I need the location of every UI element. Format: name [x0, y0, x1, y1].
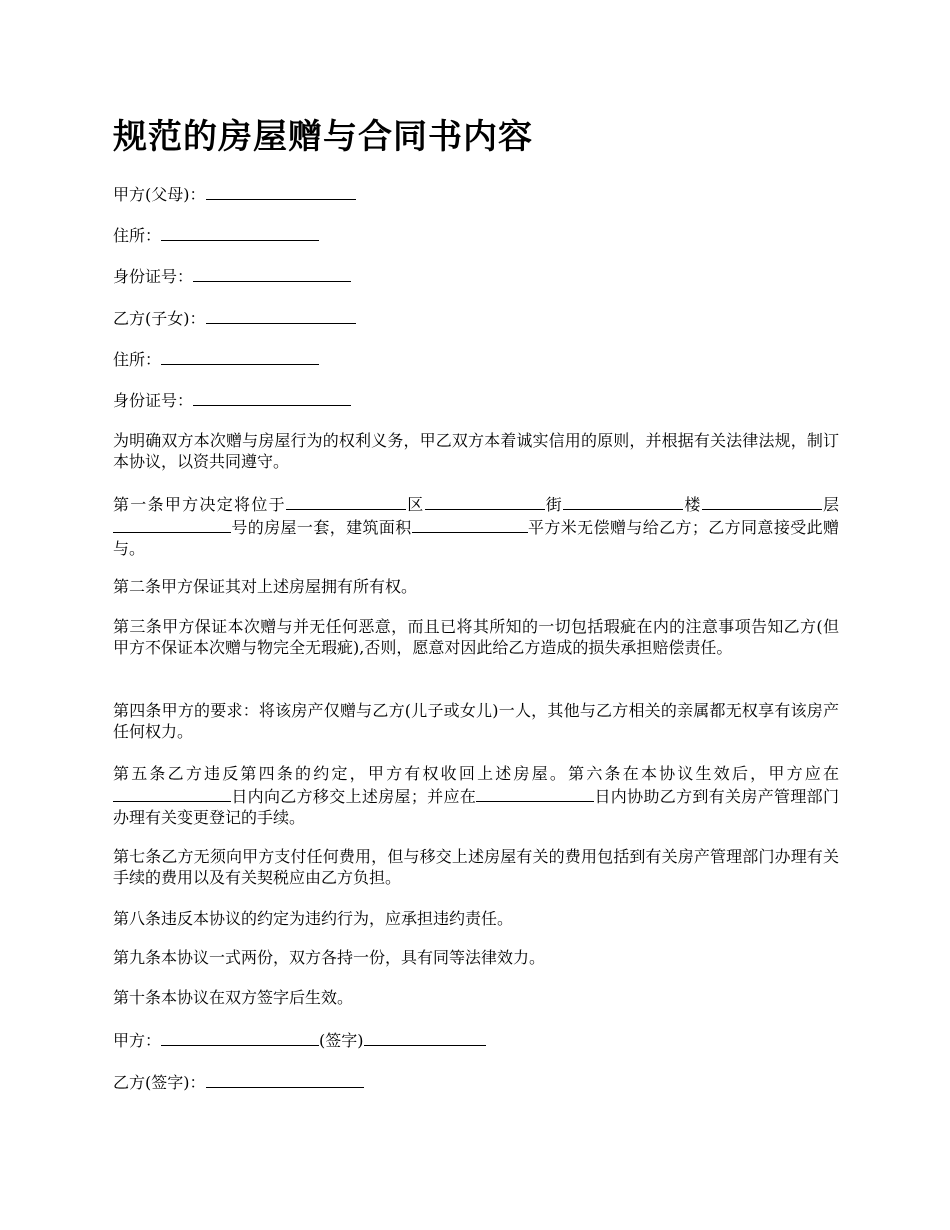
article-2-paragraph: 第二条甲方保证其对上述房屋拥有所有权。 [113, 577, 418, 596]
article-1-text-3: 街 [544, 495, 564, 514]
article-3-paragraph: 第三条甲方保证本次赠与并无任何恶意，而且已将其所知的一切包括瑕疵在内的注意事项告知乙方(但甲方不保证本次赠与物完全无瑕疵),否则，愿意对因此给乙方造成的损失承担赔偿责任。 [113, 617, 839, 657]
article-7-paragraph: 第七条乙方无须向甲方支付任何费用，但与移交上述房屋有关的费用包括到有关房产管理部门办理有关手续的费用以及有关契税应由乙方负担。 [113, 847, 839, 887]
party-b-signature-blank[interactable] [206, 1070, 364, 1088]
party-a-id-label: 身份证号： [113, 267, 194, 286]
document-title: 规范的房屋赠与合同书内容 [113, 117, 533, 157]
party-b-label: 乙方(子女)： [113, 309, 206, 328]
article-5-text-3: 日内协助乙方到有关房产管理部门办理有关变更登记的手续。 [113, 787, 839, 827]
party-a-address-blank[interactable] [161, 223, 319, 241]
party-a-name-field [113, 182, 356, 206]
article-1-text-6: 号的房屋一套，建筑面积 [231, 518, 412, 537]
party-a-id-blank[interactable] [193, 264, 351, 282]
district-blank[interactable] [286, 492, 406, 510]
party-a-label: 甲方(父母)： [113, 185, 206, 204]
party-a-signature-line [113, 1028, 486, 1052]
article-5-text-2: 日内向乙方移交上述房屋；并应在 [231, 787, 477, 806]
floor-blank[interactable] [702, 492, 822, 510]
registration-days-blank[interactable] [476, 784, 594, 802]
party-b-address-label: 住所： [113, 350, 162, 369]
area-blank[interactable] [412, 515, 528, 533]
article-5-text-1: 第五条乙方违反第四条的约定，甲方有权收回上述房屋。第六条在本协议生效后，甲方应在 [113, 764, 839, 783]
signature-party-a-label: 甲方： [113, 1031, 162, 1050]
handover-days-blank[interactable] [113, 784, 231, 802]
party-b-address-blank[interactable] [161, 347, 319, 365]
party-a-address-field [113, 223, 319, 247]
street-blank[interactable] [425, 492, 545, 510]
party-a-name-blank[interactable] [206, 182, 356, 200]
article-10-paragraph: 第十条本协议在双方签字后生效。 [113, 988, 354, 1007]
article-1-text-2: 区 [405, 495, 425, 514]
article-1-text-4: 楼 [683, 495, 702, 514]
article-1-text-1: 第一条甲方决定将位于 [113, 495, 286, 514]
party-a-signature-blank[interactable] [161, 1028, 319, 1046]
article-4-paragraph: 第四条甲方的要求：将该房产仅赠与乙方(儿子或女儿)一人，其他与乙方相关的亲属都无权享有该房产任何权力。 [113, 701, 839, 741]
party-b-signature-line [113, 1070, 364, 1094]
article-1-text-5: 层 [821, 495, 839, 514]
party-b-id-blank[interactable] [193, 388, 351, 406]
party-b-address-field [113, 347, 319, 371]
article-9-paragraph: 第九条本协议一式两份，双方各持一份，具有同等法律效力。 [113, 948, 546, 967]
article-1-paragraph [113, 492, 839, 559]
room-number-blank[interactable] [113, 515, 231, 533]
party-b-id-field [113, 388, 351, 412]
article-1-text-7: 平方米无偿赠与给乙方；乙方同意接受此赠与。 [113, 518, 839, 558]
party-a-id-field [113, 264, 351, 288]
party-a-sign-blank[interactable] [364, 1028, 486, 1046]
party-b-name-blank[interactable] [206, 306, 356, 324]
article-8-paragraph: 第八条违反本协议的约定为违约行为，应承担违约责任。 [113, 909, 514, 928]
party-b-id-label: 身份证号： [113, 391, 194, 410]
article-5-paragraph [113, 763, 839, 828]
sign-label: (签字) [319, 1031, 364, 1050]
preamble-paragraph: 为明确双方本次赠与房屋行为的权利义务，甲乙双方本着诚实信用的原则，并根据有关法律法规，制订本协议，以资共同遵守。 [113, 431, 839, 471]
party-a-address-label: 住所： [113, 226, 162, 245]
party-b-name-field [113, 306, 356, 330]
building-blank[interactable] [563, 492, 683, 510]
signature-party-b-label: 乙方(签字)： [113, 1073, 206, 1092]
